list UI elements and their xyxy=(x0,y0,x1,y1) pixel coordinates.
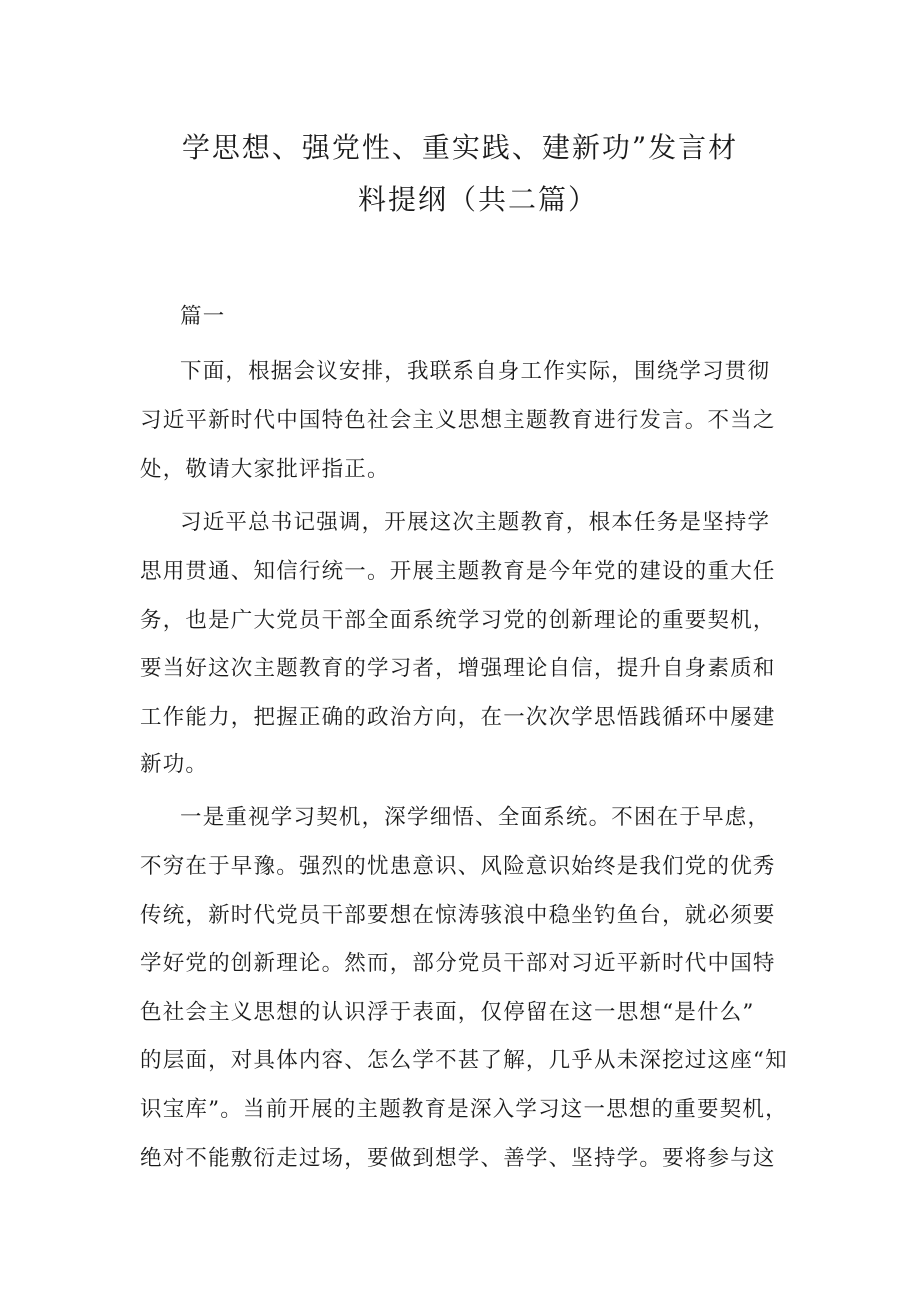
paragraph-3-line-4: 学好党的创新理论。然而，部分党员干部对习近平新时代中国特 xyxy=(140,951,776,976)
paragraph-2-line-4: 要当好这次主题教育的学习者，增强理论自信，提升自身素质和 xyxy=(140,656,776,681)
section-label: 篇一 xyxy=(180,304,226,329)
paragraph-3-line-5: 色社会主义思想的认识浮于表面，仅停留在这一思想“是什么” xyxy=(140,1000,755,1025)
document-title-line-2: 料提纲（共二篇） xyxy=(357,183,598,216)
paragraph-1-line-1: 下面，根据会议安排，我联系自身工作实际，围绕学习贯彻 xyxy=(180,359,771,384)
paragraph-3-line-1: 一是重视学习契机，深学细悟、全面系统。不困在于早虑， xyxy=(180,805,771,830)
paragraph-2-line-2: 思用贯通、知信行统一。开展主题教育是今年党的建设的重大任 xyxy=(140,559,776,584)
paragraph-3-line-2: 不穷在于早豫。强烈的忧患意识、风险意识始终是我们党的优秀 xyxy=(140,854,776,879)
document-title-line-1: 学思想、强党性、重实践、建新功”发言材 xyxy=(181,131,739,164)
paragraph-3-line-8: 绝对不能敷衍走过场，要做到想学、善学、坚持学。要将参与这 xyxy=(140,1146,776,1171)
paragraph-1-line-2: 习近平新时代中国特色社会主义思想主题教育进行发言。不当之 xyxy=(140,408,776,433)
paragraph-2-line-3: 务，也是广大党员干部全面系统学习党的创新理论的重要契机， xyxy=(140,608,776,633)
paragraph-3-line-6: 的层面，对具体内容、怎么学不甚了解，几乎从未深挖过这座“知 xyxy=(140,1048,788,1073)
paragraph-2-line-6: 新功。 xyxy=(140,752,209,777)
paragraph-2-line-5: 工作能力，把握正确的政治方向，在一次次学思悟践循环中屡建 xyxy=(140,705,776,730)
paragraph-3-line-7: 识宝库”。当前开展的主题教育是深入学习这一思想的重要契机， xyxy=(140,1097,788,1122)
paragraph-1-line-3: 处，敬请大家批评指正。 xyxy=(140,457,390,482)
paragraph-2-line-1: 习近平总书记强调，开展这次主题教育，根本任务是坚持学 xyxy=(180,510,771,535)
paragraph-3-line-3: 传统，新时代党员干部要想在惊涛骇浪中稳坐钓鱼台，就必须要 xyxy=(140,903,776,928)
